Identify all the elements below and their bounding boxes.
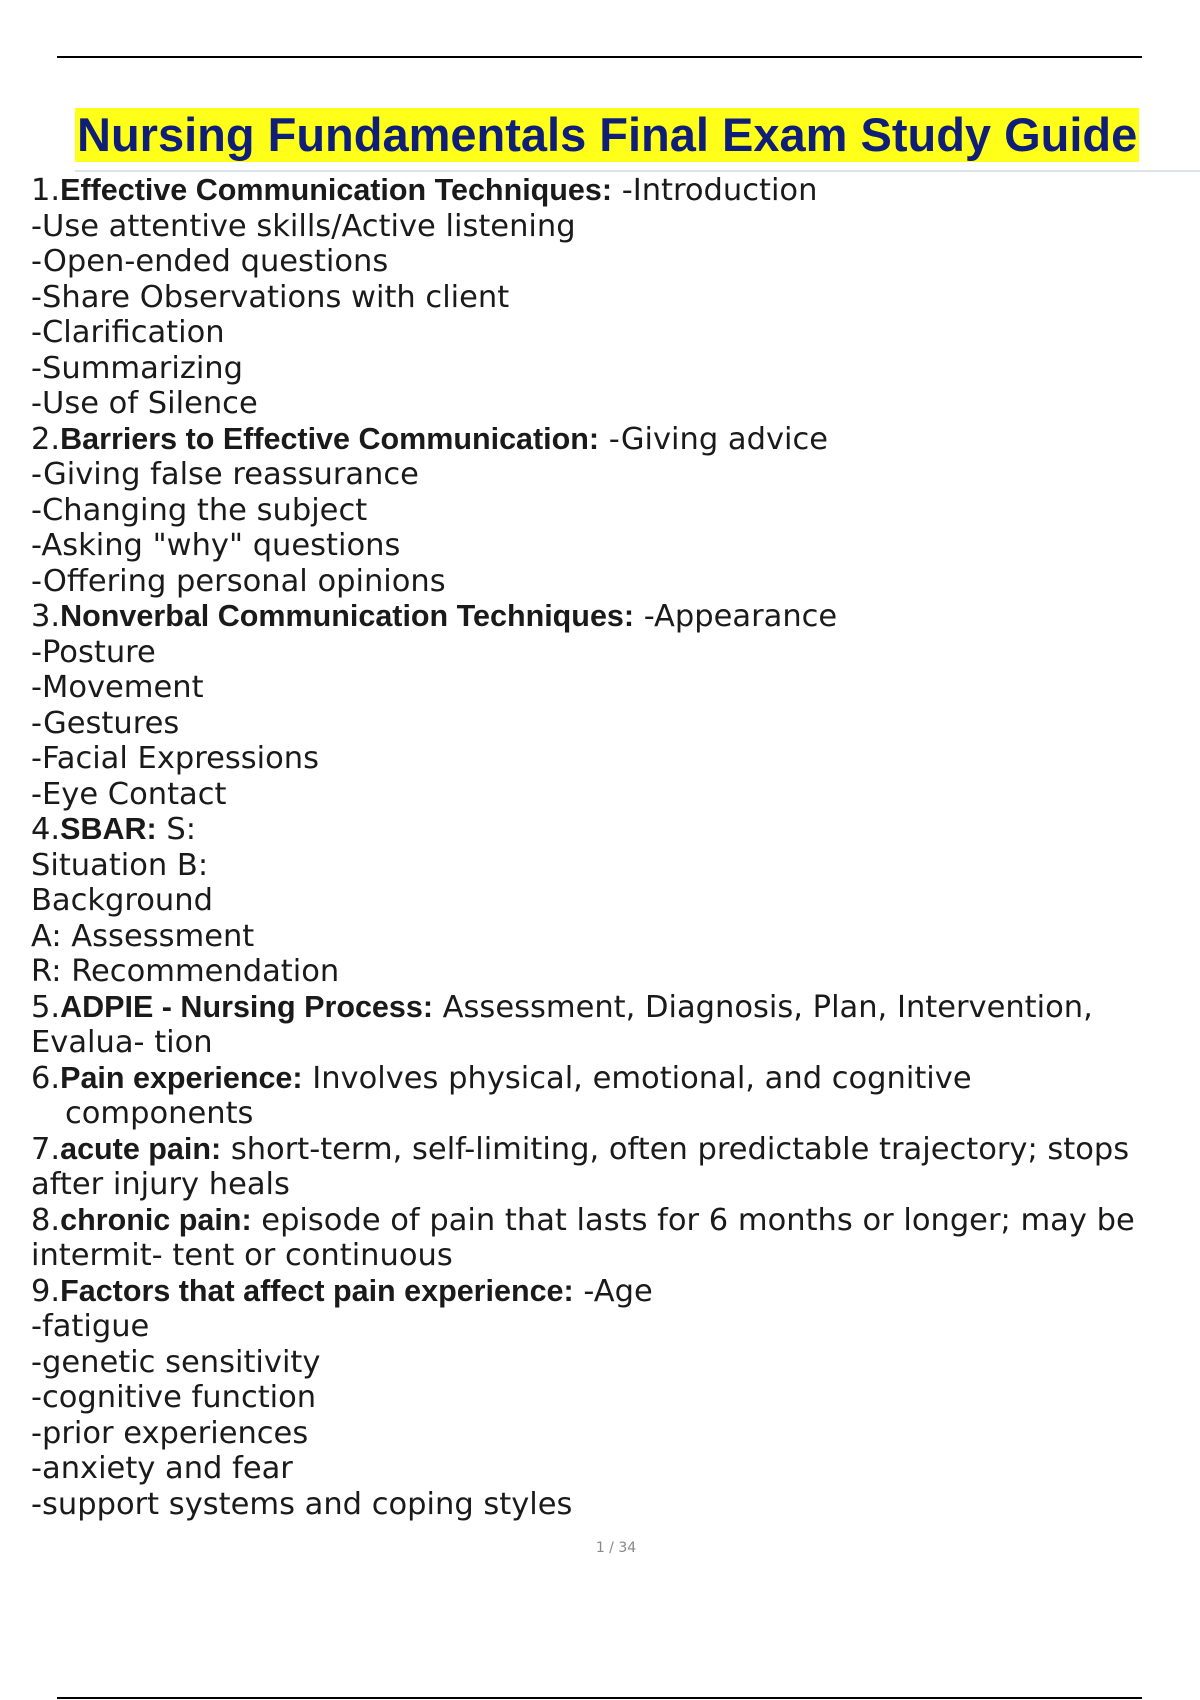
item-term: Nonverbal Communication Techniques: (60, 599, 635, 633)
item-term: chronic pain: (60, 1202, 252, 1237)
list-item: -Summarizing (31, 350, 243, 386)
page-title: Nursing Fundamentals Final Exam Study Guide (77, 108, 1138, 161)
item-text: S: (156, 812, 197, 847)
item-text: Assessment, Diagnosis, Plan, Intervention, (432, 989, 1093, 1025)
item-number: 4. (31, 812, 61, 847)
item-2-heading (31, 422, 1200, 458)
list-item: -Use of Silence (31, 386, 258, 421)
item-number: 7. (31, 1131, 61, 1167)
list-item: -Giving false reassurance (31, 457, 419, 492)
item-number: 2. (31, 421, 61, 457)
list-item: -support systems and coping styles (31, 1486, 573, 1522)
item-5-heading (31, 990, 1200, 1026)
item-number: 9. (31, 1273, 61, 1309)
item-number: 8. (31, 1202, 61, 1238)
item-number: 6. (31, 1060, 61, 1096)
item-number: 1. (31, 173, 61, 208)
bottom-rule (57, 1697, 1142, 1699)
list-item: -Use attentive skills/Active listening (31, 208, 576, 244)
item-term: Barriers to Effective Communication: (60, 421, 600, 456)
list-item: -Open-ended questions (31, 244, 389, 279)
item-term: ADPIE - Nursing Process: (60, 989, 433, 1024)
list-item: -Offering personal opinions (31, 563, 446, 599)
list-item: -Facial Expressions (31, 741, 319, 776)
list-item: -anxiety and fear (31, 1451, 293, 1486)
title-wrap (75, 108, 1139, 162)
title-divider (75, 170, 1200, 172)
list-item: -Movement (31, 670, 204, 705)
item-number: 5. (31, 989, 61, 1025)
item-text: short-term, self-limiting, often predictable trajectory; stops (221, 1131, 1130, 1167)
item-term: Factors that affect pain experience: (60, 1273, 574, 1308)
item-number: 3. (31, 599, 61, 634)
list-item: -prior experiences (31, 1415, 309, 1451)
item-continuation: intermit- tent or continuous (31, 1238, 453, 1273)
list-item: Situation B: (31, 847, 209, 883)
item-term: SBAR: (60, 812, 157, 846)
item-text: episode of pain that lasts for 6 months or longer; may be (251, 1202, 1135, 1238)
list-item: R: Recommendation (31, 954, 340, 989)
list-item: A: Assessment (31, 918, 255, 954)
study-guide-content (31, 173, 1200, 1522)
list-item: -Eye Contact (31, 776, 227, 812)
item-3-heading (31, 599, 1200, 635)
list-item: -Asking "why" questions (31, 528, 401, 563)
item-text: -Giving advice (599, 421, 829, 457)
item-8-heading (31, 1203, 1200, 1239)
item-4-heading (31, 812, 1200, 848)
item-term: Effective Communication Techniques: (60, 173, 613, 207)
item-term: Pain experience: (60, 1060, 303, 1095)
list-item: -cognitive function (31, 1380, 317, 1415)
list-item: -Share Observations with client (31, 279, 510, 315)
page-indicator: 1 / 34 (595, 1540, 637, 1556)
item-text: -Appearance (634, 599, 838, 634)
item-7-heading (31, 1132, 1200, 1168)
list-item: Background (31, 883, 213, 918)
item-9-heading (31, 1274, 1200, 1310)
item-6-heading (31, 1061, 1200, 1097)
list-item: -genetic sensitivity (31, 1344, 321, 1380)
list-item: -Clarification (31, 315, 225, 350)
list-item: -fatigue (31, 1309, 150, 1344)
item-text: -Age (573, 1273, 653, 1309)
item-term: acute pain: (60, 1131, 222, 1166)
item-continuation: components (65, 1096, 254, 1131)
list-item: -Posture (31, 634, 156, 670)
list-item: -Gestures (31, 705, 180, 741)
item-continuation: Evalua- tion (31, 1025, 213, 1060)
item-continuation: after injury heals (31, 1167, 290, 1202)
item-text: -Introduction (612, 173, 818, 208)
item-1-heading (31, 173, 1200, 209)
item-text: Involves physical, emotional, and cognitive (302, 1060, 972, 1096)
top-rule (57, 56, 1142, 58)
list-item: -Changing the subject (31, 492, 368, 528)
